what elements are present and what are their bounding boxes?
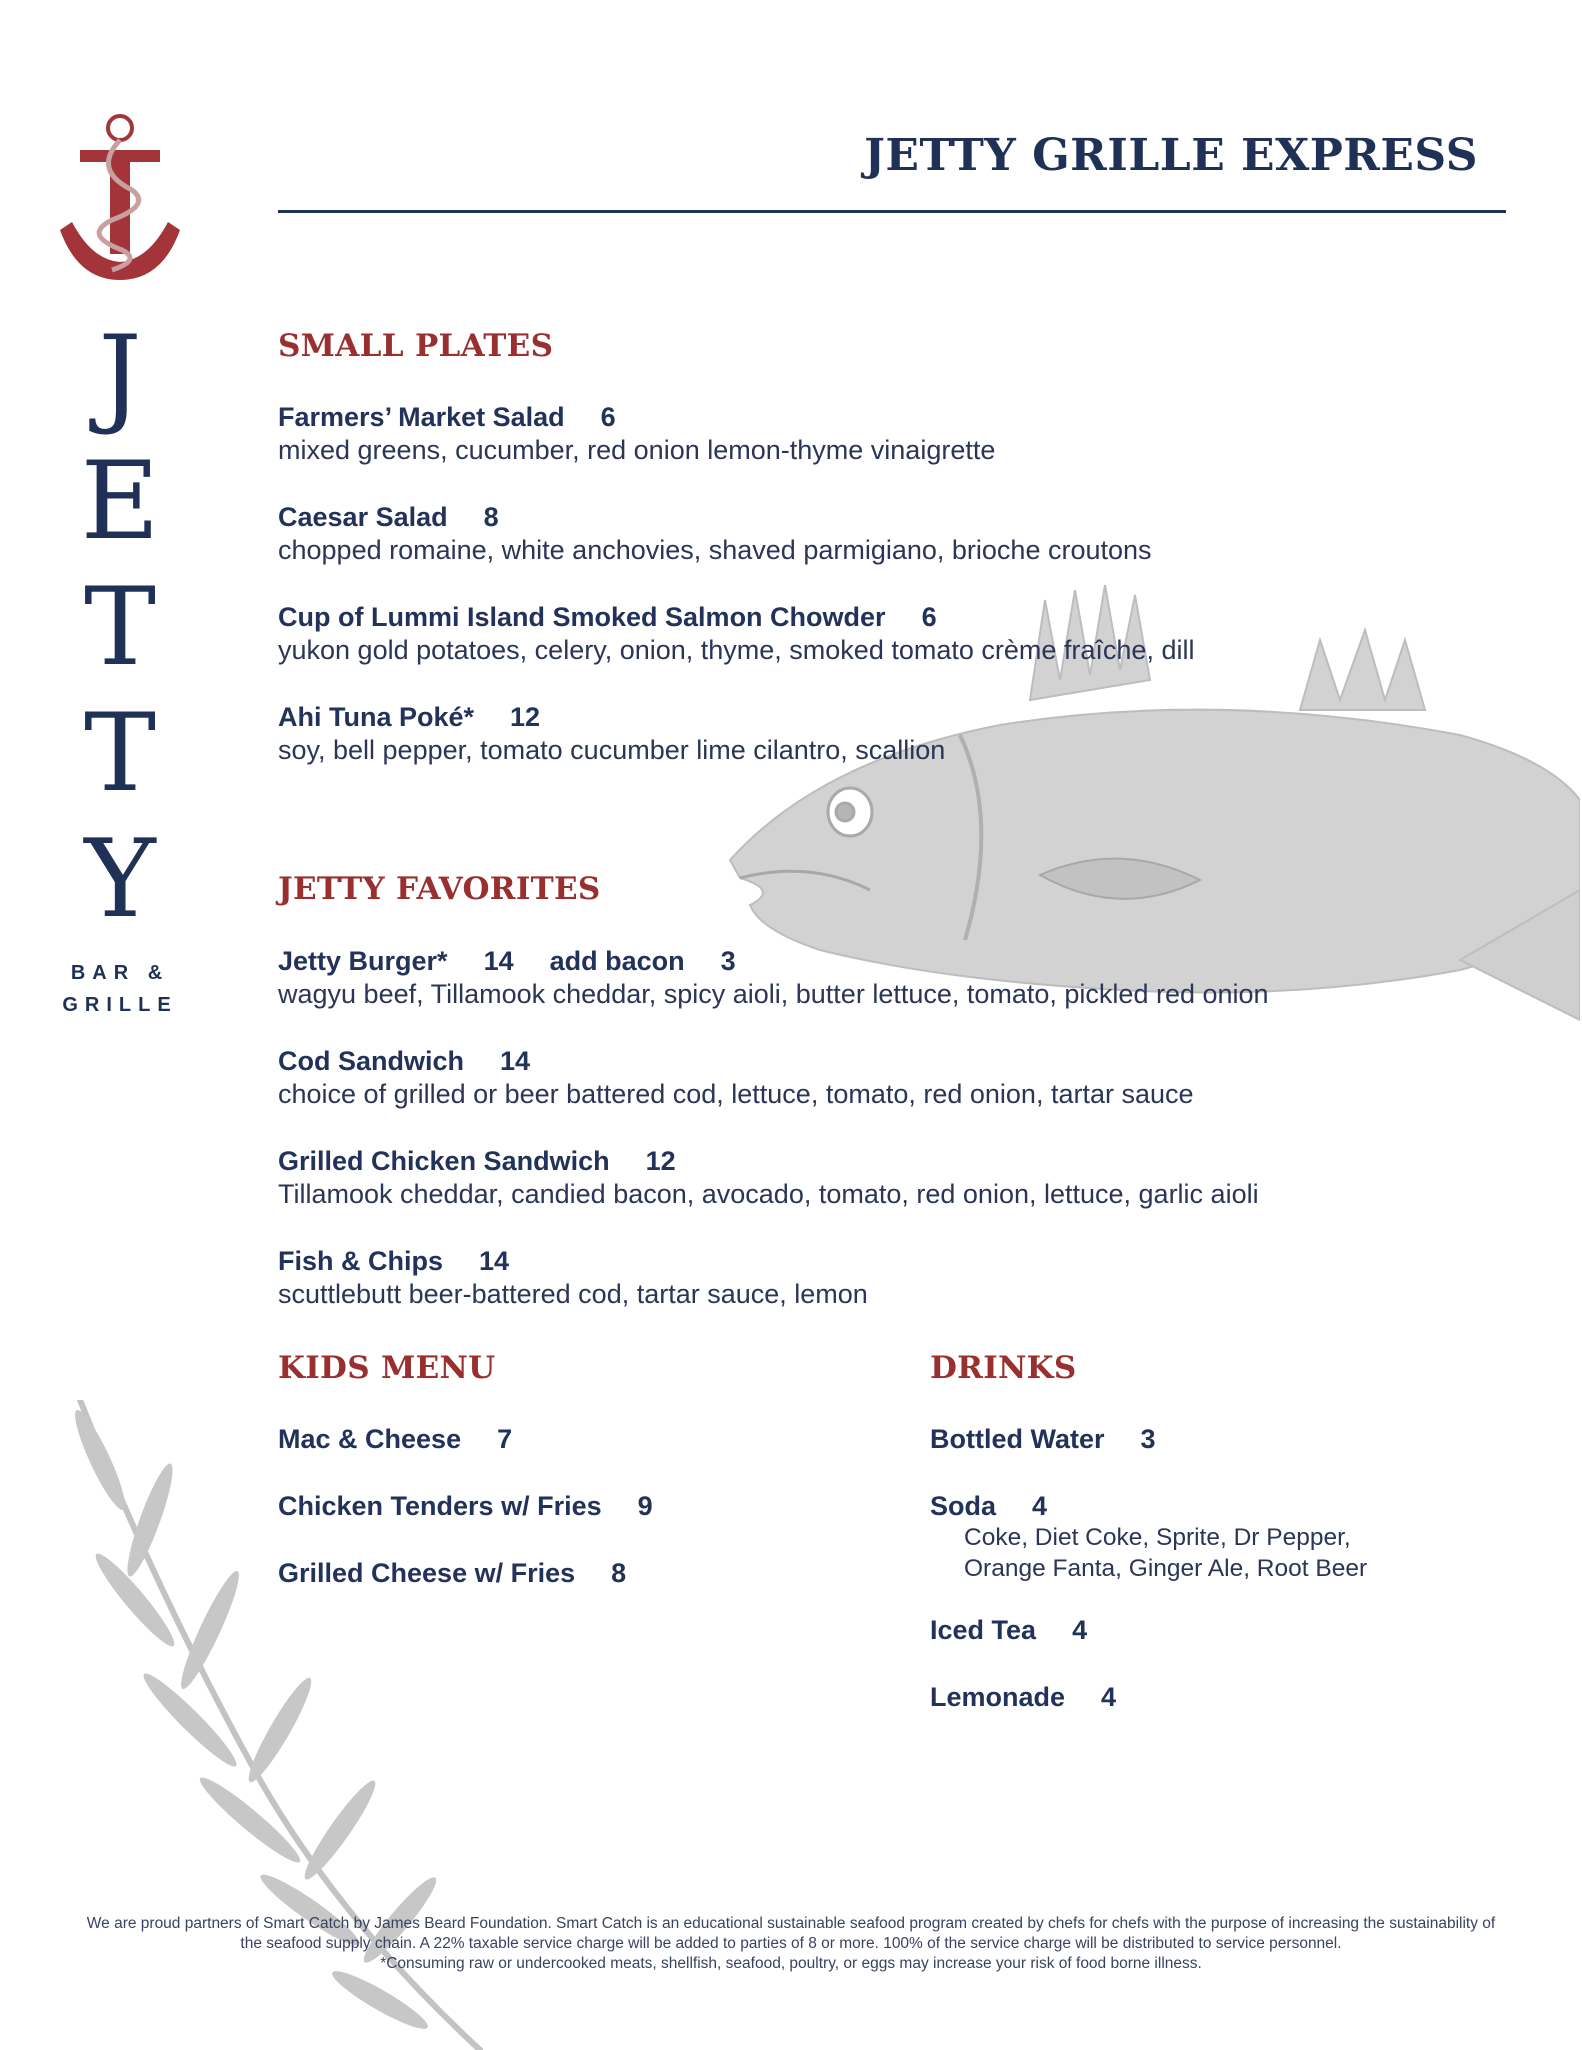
item-name: Jetty Burger* — [278, 946, 448, 976]
item-addon: add bacon — [549, 946, 685, 976]
item-price: 14 — [479, 1246, 510, 1276]
menu-item — [278, 1146, 1259, 1210]
item-description: soy, bell pepper, tomato cucumber lime cilantro, scallion — [278, 735, 946, 765]
item-description: Tillamook cheddar, candied bacon, avocado, tomato, red onion, lettuce, garlic aioli — [278, 1179, 1259, 1209]
item-price: 8 — [483, 502, 499, 532]
menu-item — [278, 1246, 868, 1310]
menu-item — [278, 1491, 653, 1522]
item-price: 7 — [497, 1424, 513, 1454]
item-price: 12 — [510, 702, 541, 732]
item-price: 9 — [637, 1491, 653, 1521]
item-name: Fish & Chips — [278, 1246, 444, 1276]
item-name: Ahi Tuna Poké* — [278, 702, 475, 732]
brand-letter: T — [83, 691, 157, 816]
item-name: Lemonade — [930, 1682, 1066, 1712]
item-name: Iced Tea — [930, 1615, 1037, 1645]
item-price: 14 — [500, 1046, 531, 1076]
item-price: 6 — [600, 402, 616, 432]
brand-letter: J — [98, 313, 142, 438]
menu-item — [930, 1424, 1156, 1455]
header-divider — [278, 210, 1506, 213]
item-price: 4 — [1032, 1491, 1048, 1521]
item-description: Coke, Diet Coke, Sprite, Dr Pepper, — [964, 1524, 1351, 1551]
menu-item — [278, 402, 995, 466]
brand-letter: E — [80, 439, 160, 564]
item-name: Caesar Salad — [278, 502, 448, 532]
item-name: Bottled Water — [930, 1424, 1105, 1454]
menu-item — [278, 602, 1194, 666]
item-price: 12 — [645, 1146, 676, 1176]
item-addon-price: 3 — [720, 946, 736, 976]
menu-item — [930, 1615, 1087, 1646]
brand-subtitle-line1: BAR & — [70, 962, 170, 984]
menu-item — [278, 1558, 626, 1589]
footer-disclaimer: We are proud partners of Smart Catch by James Beard Foundation. Smart Catch is an educational sustainable seafood program created by chefs for chefs with the purpose of increasing the sustainability of the seafood supply chain. A 22% taxable service charge will be added to parties of 8 or more. 100% of the service charge will be distributed to service personnel. — [86, 1915, 1496, 1952]
item-description: mixed greens, cucumber, red onion lemon-thyme vinaigrette — [278, 435, 996, 465]
brand-letter: T — [83, 565, 157, 690]
section-heading-small-plates: SMALL PLATES — [278, 328, 554, 364]
item-name: Cod Sandwich — [278, 1046, 465, 1076]
item-price: 4 — [1072, 1615, 1088, 1645]
item-description: wagyu beef, Tillamook cheddar, spicy aioli, butter lettuce, tomato, pickled red onion — [278, 979, 1269, 1009]
footer-raw-food-warning: *Consuming raw or undercooked meats, shellfish, seafood, poultry, or eggs may increase your risk of food borne illness. — [380, 1955, 1202, 1972]
item-description: choice of grilled or beer battered cod, lettuce, tomato, red onion, tartar sauce — [278, 1079, 1194, 1109]
page-title: JETTY GRILLE EXPRESS — [864, 130, 1478, 181]
menu-item — [278, 702, 945, 766]
item-price: 4 — [1101, 1682, 1117, 1712]
item-description: yukon gold potatoes, celery, onion, thyme, smoked tomato crème fraîche, dill — [278, 635, 1195, 665]
menu-item — [278, 1424, 512, 1455]
item-price: 3 — [1140, 1424, 1156, 1454]
item-description: Orange Fanta, Ginger Ale, Root Beer — [964, 1555, 1368, 1582]
anchor-logo-icon — [52, 110, 182, 285]
section-heading-drinks: DRINKS — [930, 1350, 1077, 1386]
section-heading-favorites: JETTY FAVORITES — [278, 871, 601, 907]
brand-letter: Y — [84, 817, 156, 942]
section-heading-kids: KIDS MENU — [278, 1350, 496, 1386]
menu-item — [278, 1046, 1194, 1110]
item-price: 14 — [483, 946, 514, 976]
item-price: 6 — [921, 602, 937, 632]
footer-note — [80, 1914, 1502, 1974]
menu-item — [930, 1491, 1367, 1584]
menu-item — [278, 946, 1269, 1010]
item-name: Cup of Lummi Island Smoked Salmon Chowder — [278, 602, 886, 632]
item-name: Chicken Tenders w/ Fries — [278, 1491, 602, 1521]
item-name: Soda — [930, 1491, 997, 1521]
item-name: Mac & Cheese — [278, 1424, 462, 1454]
item-name: Grilled Cheese w/ Fries — [278, 1558, 576, 1588]
item-description: chopped romaine, white anchovies, shaved parmigiano, brioche croutons — [278, 535, 1152, 565]
menu-item — [278, 502, 1152, 566]
item-name: Farmers’ Market Salad — [278, 402, 565, 432]
item-price: 8 — [611, 1558, 627, 1588]
brand-subtitle-line2: GRILLE — [62, 994, 178, 1016]
item-description: scuttlebutt beer-battered cod, tartar sauce, lemon — [278, 1279, 868, 1309]
menu-item — [930, 1682, 1116, 1713]
item-name: Grilled Chicken Sandwich — [278, 1146, 610, 1176]
